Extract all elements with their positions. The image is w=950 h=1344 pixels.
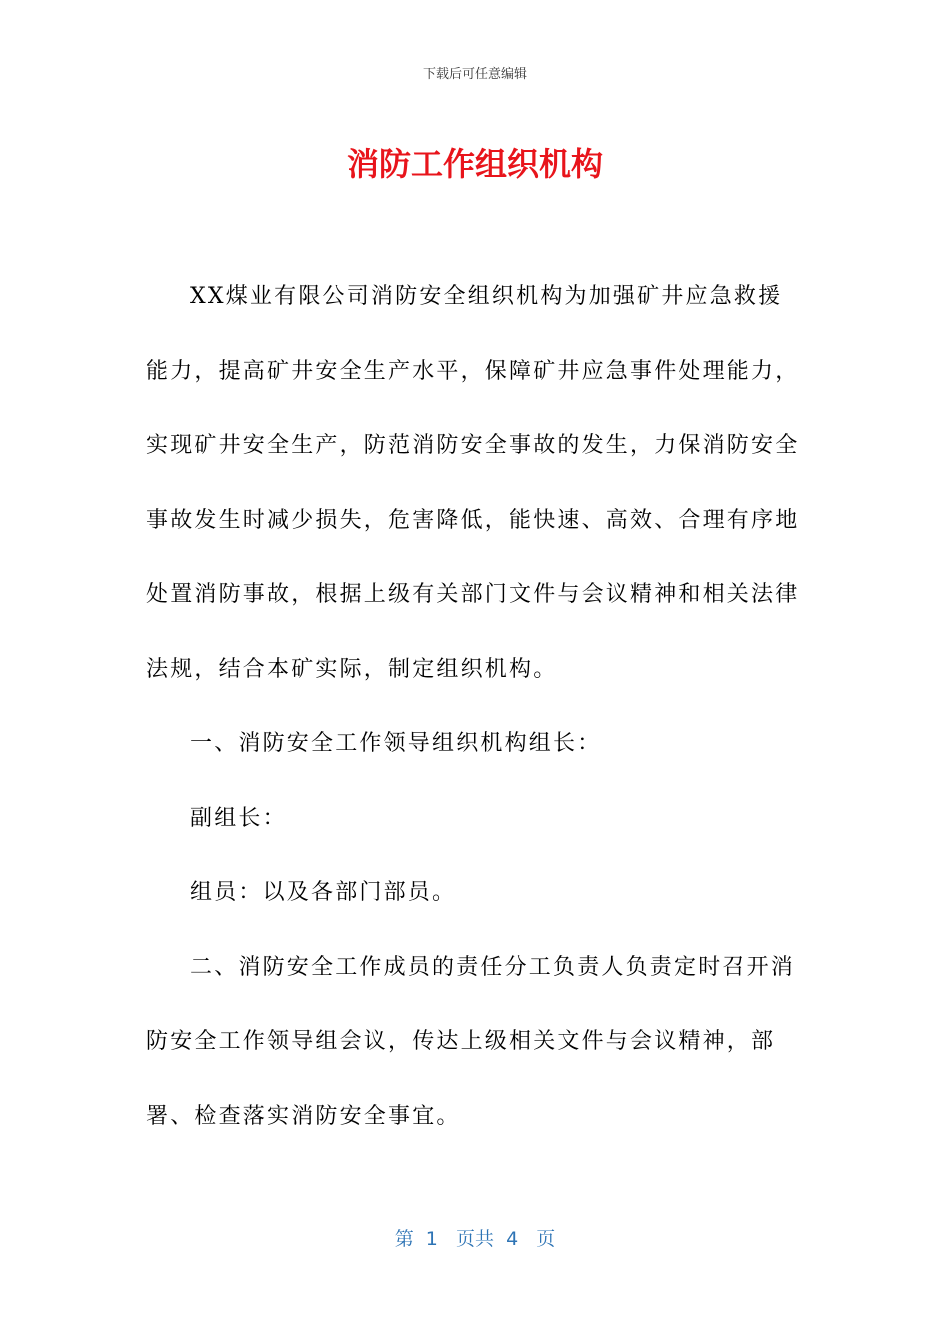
header-note: 下载后可任意编辑 <box>422 67 527 82</box>
paragraph-section-1: 一、消防安全工作领导组织机构组长： <box>190 731 602 756</box>
paragraph-intro: XX煤业有限公司消防安全组织机构为加强矿井应急救援能力，提高矿井安全生产水平，保障矿井应急事件处理能力，实现矿井安全生产，防范消防安全事故的发生，力保消防安全事故发生时减少损失，危害降低，能快速、高效、合理有序地处置消防事故，根据上级有关部门文件与会议精神和相关法律法规，结合本矿实际，制定组织机构。 <box>146 284 800 682</box>
page-number-footer: 第 1 页共 4 页 <box>394 1228 556 1250</box>
paragraph-members: 组员：以及各部门部员。 <box>190 880 457 905</box>
document-title: 消防工作组织机构 <box>346 145 603 183</box>
document-body <box>146 260 806 1154</box>
paragraph-section-2: 二、消防安全工作成员的责任分工负责人负责定时召开消防安全工作领导组会议，传达上级相关文件与会议精神，部署、检查落实消防安全事宜。 <box>146 954 796 1129</box>
paragraph-deputy-leader: 副组长： <box>190 805 287 831</box>
